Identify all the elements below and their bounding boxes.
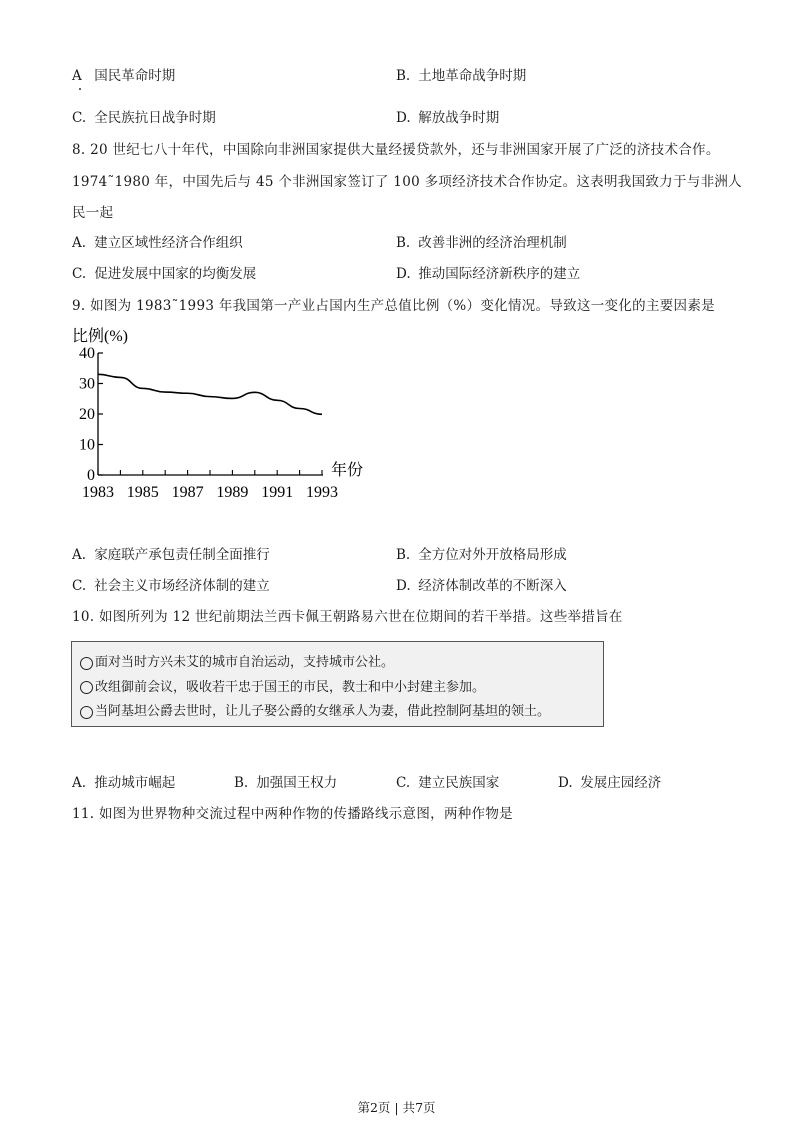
option-letter: D. (396, 266, 411, 282)
y-tick-label: 40 (79, 345, 95, 362)
q8-stem-line-2: 1974˜1980 年，中国先后与 45 个非洲国家签订了 100 多项经济技术合作协定。这表明我国致力于与非洲人 (72, 174, 742, 190)
option-letter: B. (396, 547, 411, 563)
measure-text: 当阿基坦公爵去世时，让儿子娶公爵的女继承人为妻，借此控制阿基坦的领土。 (95, 704, 551, 719)
option-letter: D. (558, 775, 573, 791)
y-tick-label: 0 (87, 467, 95, 484)
q8-option-a (72, 234, 243, 252)
y-tick-label: 10 (79, 436, 95, 454)
q10-option-c (396, 774, 499, 792)
option-text: 全民族抗日战争时期 (94, 110, 216, 126)
option-text: 建立民族国家 (418, 775, 500, 791)
measure-item (80, 699, 595, 725)
option-letter: A. (72, 547, 87, 563)
option-letter: C. (72, 110, 87, 126)
page-footer: 第2页 | 共7页 (357, 1100, 436, 1115)
option-text: 加强国王权力 (256, 775, 338, 791)
measure-text: 改组御前会议，吸收若干忠于国王的市民，教士和中小封建主参加。 (95, 680, 486, 695)
option-text: 推动国际经济新秩序的建立 (418, 266, 581, 282)
q7-option-b (396, 67, 526, 85)
q10-option-b (234, 774, 337, 792)
x-tick-label: 1993 (306, 484, 338, 501)
measure-item (80, 650, 595, 676)
q7-option-c (72, 109, 216, 127)
x-axis-label: 年份 (331, 462, 364, 479)
x-tick-label: 1983 (82, 484, 114, 501)
q9-option-d (396, 577, 567, 595)
q11-stem: 11. 如图为世界物种交流过程中两种作物的传播路线示意图，两种作物是 (72, 806, 513, 822)
q8-stem-line-3: 民一起 (72, 205, 114, 221)
option-letter: D. (396, 578, 411, 594)
option-text: 解放战争时期 (418, 110, 500, 126)
circle-bullet-icon (80, 657, 93, 670)
option-text: 全方位对外开放格局形成 (418, 547, 567, 563)
option-text: 推动城市崛起 (94, 775, 176, 791)
q10-option-a (72, 774, 175, 792)
stray-dot (79, 88, 81, 90)
series-line (98, 374, 322, 414)
option-text: 家庭联产承包责任制全面推行 (94, 547, 270, 563)
y-axis-label: 比例(%) (72, 328, 128, 345)
option-text: 经济体制改革的不断深入 (418, 578, 567, 594)
option-letter: D. (396, 110, 411, 126)
q10-option-d (558, 774, 661, 792)
q7-option-d (396, 109, 499, 127)
x-tick-label: 1991 (261, 484, 294, 501)
q9-option-c (72, 577, 270, 595)
y-tick-label: 30 (79, 375, 95, 393)
circle-bullet-icon (80, 681, 93, 694)
option-letter: A. (72, 775, 87, 791)
option-text: 土地革命战争时期 (418, 68, 527, 84)
option-letter: A. (72, 235, 87, 251)
q8-option-d (396, 265, 580, 283)
q9-option-a (72, 546, 270, 564)
option-letter: A (72, 68, 82, 84)
q8-stem-line-1: 8. 20 世纪七八十年代，中国除向非洲国家提供大量经援贷款外，还与非洲国家开展了广泛的济技术合作。 (72, 142, 720, 158)
option-text: 促进发展中国家的均衡发展 (94, 266, 257, 282)
option-text: 发展庄园经济 (580, 775, 662, 791)
option-letter: C. (72, 578, 87, 594)
q10-measures-box (71, 641, 604, 727)
circle-bullet-icon (80, 706, 93, 719)
x-tick-label: 1987 (171, 484, 204, 501)
option-letter: B. (396, 235, 411, 251)
q9-line-chart (68, 320, 388, 505)
option-text: 建立区域性经济合作组织 (94, 235, 243, 251)
q8-option-c (72, 265, 256, 283)
q10-stem: 10. 如图所列为 12 世纪前期法兰西卡佩王朝路易六世在位期间的若干举措。这些举措旨在 (72, 609, 623, 625)
option-text: 社会主义市场经济体制的建立 (94, 578, 270, 594)
x-tick-label: 1985 (126, 484, 159, 501)
x-tick-label: 1989 (216, 484, 249, 501)
option-letter: C. (72, 266, 87, 282)
option-letter: B. (234, 775, 249, 791)
q8-option-b (396, 234, 567, 252)
q7-option-a (72, 67, 175, 85)
q9-stem: 9. 如图为 1983˜1993 年我国第一产业占国内生产总值比例（%）变化情况。导致这一变化的主要因素是 (72, 298, 715, 314)
measure-item (80, 676, 595, 699)
y-tick-label: 20 (79, 406, 95, 423)
option-letter: B. (396, 68, 411, 84)
option-text: 改善非洲的经济治理机制 (418, 235, 567, 251)
measure-text: 面对当时方兴未艾的城市自治运动，支持城市公社。 (95, 655, 395, 670)
option-letter: C. (396, 775, 411, 791)
q9-option-b (396, 546, 567, 564)
option-text: 国民革命时期 (94, 68, 176, 84)
